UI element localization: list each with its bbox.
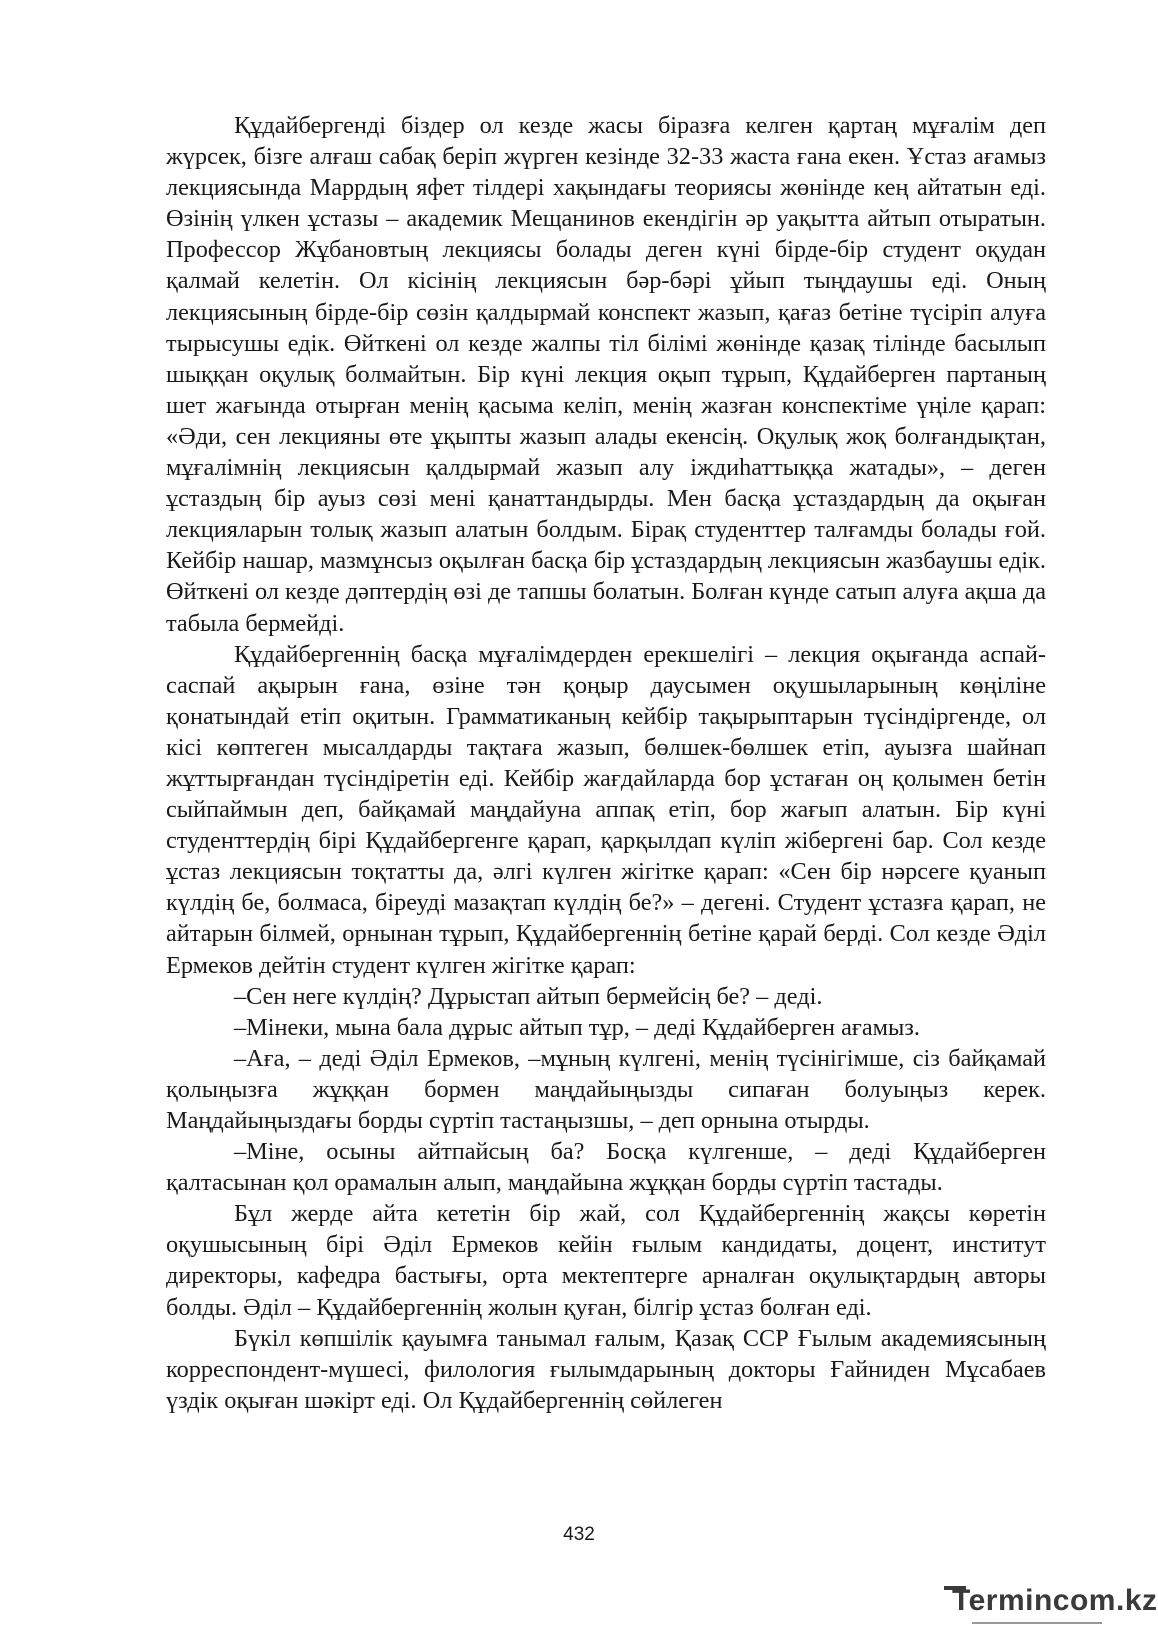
watermark-logo — [944, 1580, 1158, 1628]
paragraph: –Сен неге күлдің? Дұрыстап айтып бермейсің бе? – деді. — [234, 982, 823, 1010]
body-text — [166, 110, 1046, 1416]
logo-underline — [972, 1622, 1102, 1624]
page-number: 432 — [563, 1524, 595, 1545]
paragraph: –Міне, осыны айтпайсың ба? Босқа күлгенше, – деді Құдайберген қалтасынан қол орамалын алып, маңдайына жұққан борды сүртіп тастады. — [166, 1138, 1046, 1197]
paragraph: Құдайбергенді біздер ол кезде жасы біразға келген қартаң мұғалім деп жүрсек, бізге алғаш сабақ беріп жүрген кезінде 32-33 жаста ғана екен. Ұстаз ағамыз лекциясында Маррдың яфет тілдері хақындағы теориясы жөнінде кең айтатын еді. Өзінің үлкен ұстазы – академик Мещанинов екендігін әр уақытта айтып отыратын. Профессор Жұбановтың лекциясы болады деген күні бірде-бір студент оқудан қалмай келетін. Ол кісінің лекциясын бәр-бәрі ұйып тыңдаушы еді. Оның лекциясының бірде-бір сөзін қалдырмай конспект жазып, қағаз бетіне түсіріп алуға тырысушы едік. Өйткені ол кезде жалпы тіл білімі жөнінде қазақ тілінде басылып шыққан оқулық болмайтын. Бір күні лекция оқып тұрып, Құдайберген партаның шет жағында отырған менің қасыма келіп, менің жазған конспектіме үңіле қарап: «Әди, сен лекцияны өте ұқыпты жазып алады екенсің. Оқулық жоқ болғандықтан, мұғалімнің лекциясын қалдырмай жазып алу іждиһаттыққа жатады», – деген ұстаздың бір ауыз сөзі мені қанаттандырды. Мен басқа ұстаздардың да оқыған лекцияларын толық жазып алатын болдым. Бірақ студенттер талғамды болады ғой. Кейбір нашар, мазмұнсыз оқылған басқа бір ұстаздардың лекциясын жазбаушы едік. Өйткені ол кезде дәптердің өзі де тапшы болатын. Болған күнде сатып алуға ақша да табыла бермейді. — [166, 112, 1046, 637]
watermark-text: Termincom.kz — [952, 1584, 1158, 1617]
paragraph: Бұл жерде айта кететін бір жай, сол Құдайбергеннің жақсы көретін оқушысының бірі Әділ Ермеков кейін ғылым кандидаты, доцент, институт директоры, кафедра бастығы, орта мектептерге арналған оқулықтардың авторы болды. Әділ – Құдайбергеннің жолын қуған, білгір ұстаз болған еді. — [166, 1200, 1046, 1321]
paragraph: Құдайбергеннің басқа мұғалімдерден ерекшелігі – лекция оқығанда аспай-саспай ақырын ғана, өзіне тән қоңыр даусымен оқушыларының көңіліне қонатындай етіп оқитын. Грамматиканың кейбір тақырыптарын түсіндіргенде, ол кісі көптеген мысалдарды тақтаға жазып, бөлшек-бөлшек етіп, ауызға шайнап жұттырғандан түсіндіретін еді. Кейбір жағдайларда бор ұстаған оң қолымен бетін сыйпаймын деп, байқамай маңдайуна аппақ етіп, бор жағып алатын. Бір күні студенттердің бірі Құдайбергенге қарап, қарқылдап күліп жібергені бар. Сол кезде ұстаз лекциясын тоқтатты да, әлгі күлген жігітке қарап: «Сен бір нәрсеге қуанып күлдің бе, болмаса, біреуді мазақтап күлдің бе?» – дегені. Студент ұстазға қарап, не айтарын білмей, орнынан тұрып, Құдайбергеннің бетіне қарай берді. Сол кезде Әділ Ермеков дейтін студент күлген жігітке қарап: — [166, 640, 1046, 979]
paragraph: –Мінеки, мына бала дұрыс айтып тұр, – деді Құдайберген ағамыз. — [234, 1013, 920, 1041]
paragraph: Бүкіл көпшілік қауымға танымал ғалым, Қазақ ССР Ғылым академиясының корреспондент-мүшесі, филология ғылымдарының докторы Ғайниден Мұсабаев үздік оқыған шәкірт еді. Ол Құдайбергеннің сөйлеген — [166, 1324, 1046, 1414]
paragraph: –Аға, – деді Әділ Ермеков, –мұның күлгені, менің түсінігімше, сіз байқамай қолыңызға жұққан бормен маңдайыңызды сипаған болуыңыз керек. Маңдайыңыздағы борды сүртіп тастаңызшы, – деп орнына отырды. — [166, 1044, 1046, 1134]
